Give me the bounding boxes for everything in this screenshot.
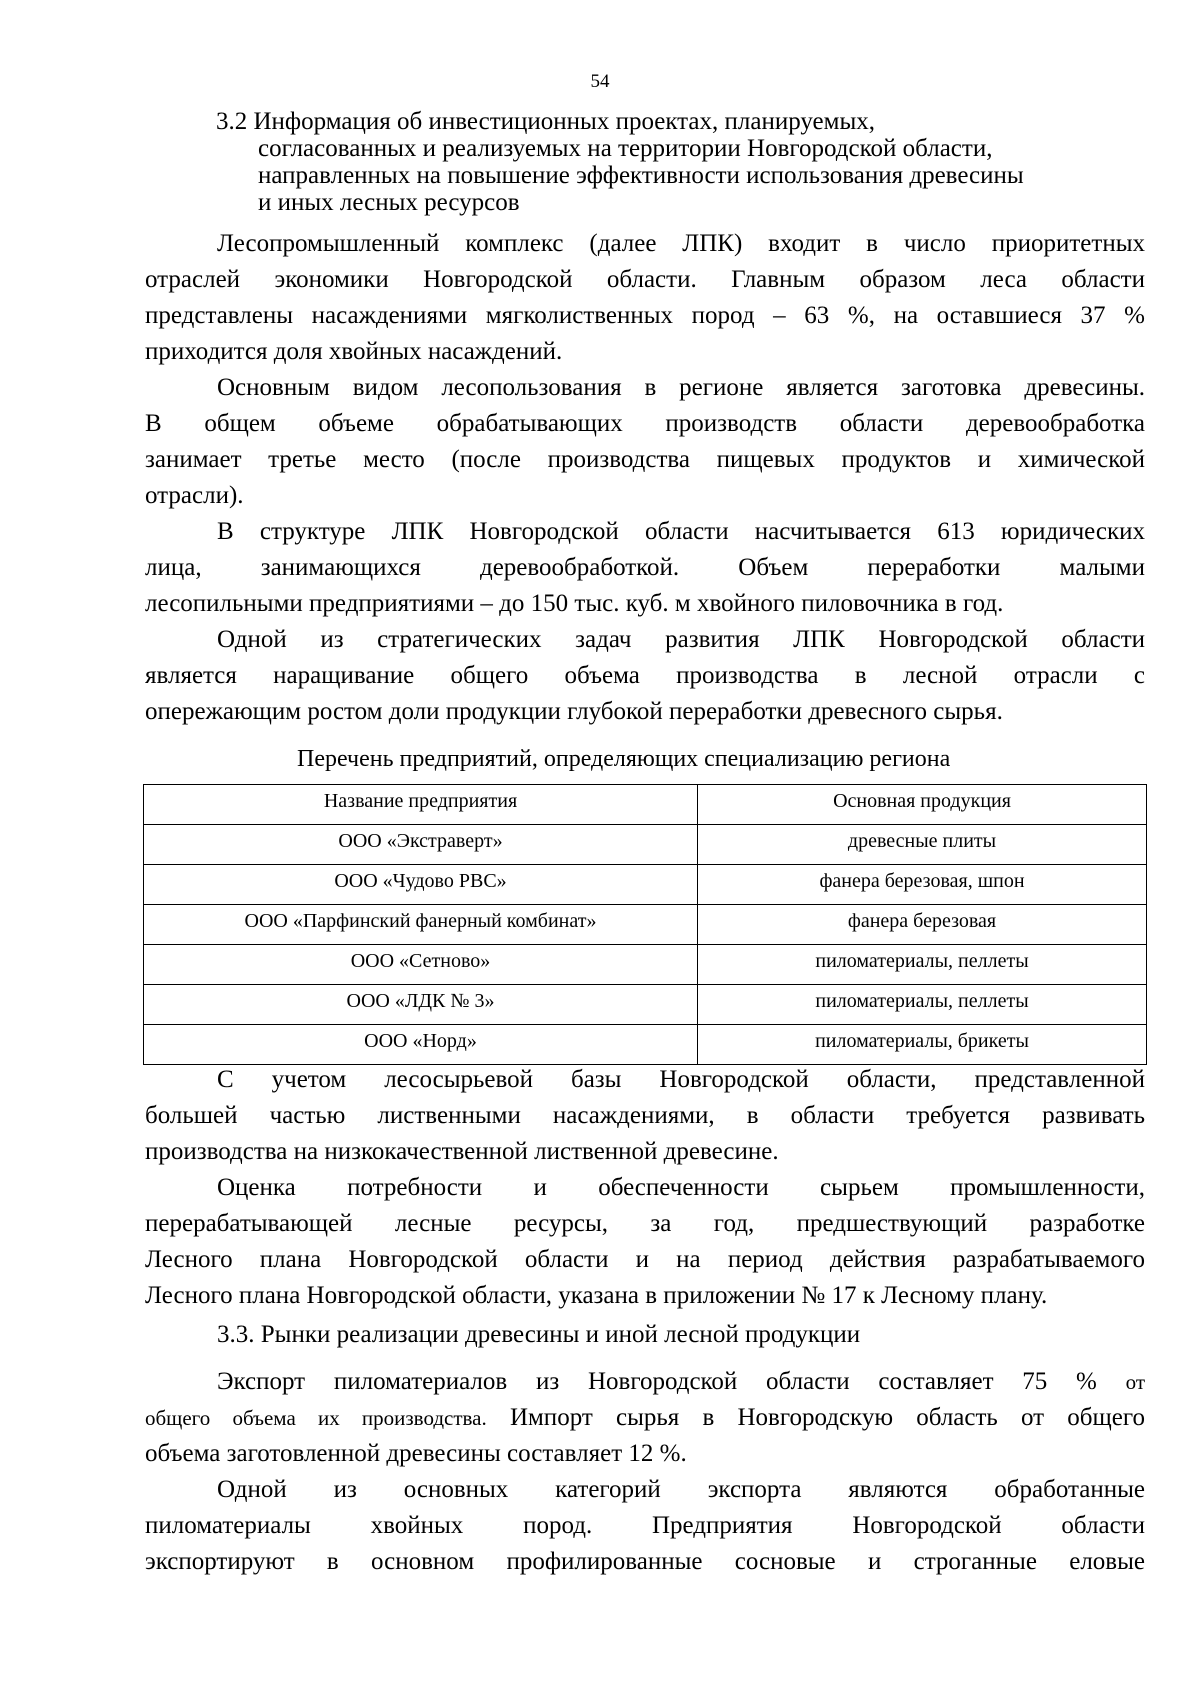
heading-line: согласованных и реализуемых на территории Новгородской области, <box>258 135 993 162</box>
table-row <box>144 945 1147 985</box>
column-header-product: Основная продукция <box>698 785 1147 825</box>
table-cell-enterprise: ООО «ЛДК № 3» <box>144 985 698 1025</box>
text-line: перерабатывающей лесные ресурсы, за год, предшествующий разработке <box>145 1210 1145 1237</box>
text-line: отрасли). <box>145 482 244 509</box>
section-heading-3-3: 3.3. Рынки реализации древесины и иной лесной продукции <box>217 1321 861 1348</box>
text-line: Оценка потребности и обеспеченности сырьем промышленности, <box>217 1174 1145 1201</box>
text-line: производства на низкокачественной лиственной древесине. <box>145 1138 779 1165</box>
text-line: лица, занимающихся деревообработкой. Объем переработки малыми <box>145 554 1145 581</box>
text-line: приходится доля хвойных насаждений. <box>145 338 563 365</box>
table-header-row <box>144 785 1147 825</box>
table-caption: Перечень предприятий, определяющих специализацию региона <box>297 746 951 772</box>
text-line: Лесопромышленный комплекс (далее ЛПК) входит в число приоритетных <box>217 230 1145 257</box>
table-row <box>144 985 1147 1025</box>
table-row <box>144 825 1147 865</box>
text-line: опережающим ростом доли продукции глубокой переработки древесного сырья. <box>145 698 1003 725</box>
text-line: большей частью лиственными насаждениями, в области требуется развивать <box>145 1102 1145 1129</box>
page-number: 54 <box>590 71 610 92</box>
text-line <box>145 1364 1145 1400</box>
paragraph-forest-use <box>145 370 1145 514</box>
text-line: В структуре ЛПК Новгородской области насчитывается 613 юридических <box>217 518 1145 545</box>
text-line: объема заготовленной древесины составляет 12 %. <box>145 1440 687 1467</box>
table-row <box>144 905 1147 945</box>
text-line: С учетом лесосырьевой базы Новгородской области, представленной <box>217 1066 1145 1093</box>
table-cell-product: пиломатериалы, брикеты <box>698 1025 1147 1065</box>
heading-line: и иных лесных ресурсов <box>258 189 520 216</box>
column-header-enterprise: Название предприятия <box>144 785 698 825</box>
table-cell-enterprise: ООО «Чудово РВС» <box>144 865 698 905</box>
text-fragment: общего объема их производства. <box>145 1406 487 1430</box>
table-cell-enterprise: ООО «Экстраверт» <box>144 825 698 865</box>
table-cell-product: пиломатериалы, пеллеты <box>698 985 1147 1025</box>
table-cell-product: древесные плиты <box>698 825 1147 865</box>
text-fragment: от <box>1125 1370 1146 1394</box>
table-row <box>144 1025 1147 1065</box>
table-cell-enterprise: ООО «Норд» <box>144 1025 698 1065</box>
paragraph-export-import <box>145 1364 1145 1472</box>
text-line: Лесного плана Новгородской области и на период действия разрабатываемого <box>145 1246 1145 1273</box>
text-fragment: Импорт сырья в Новгородскую область от общего <box>509 1404 1145 1431</box>
table-cell-enterprise: ООО «Сетново» <box>144 945 698 985</box>
heading-line: 3.2 Информация об инвестиционных проектах, планируемых, <box>216 108 876 135</box>
paragraph-lpk-structure <box>145 514 1145 622</box>
table-cell-enterprise: ООО «Парфинский фанерный комбинат» <box>144 905 698 945</box>
paragraph-export-categories <box>145 1472 1145 1580</box>
paragraph-raw-material-base <box>145 1062 1145 1170</box>
paragraph-strategic-tasks <box>145 622 1145 730</box>
text-line: представлены насаждениями мягколиственных пород – 63 %, на оставшиеся 37 % <box>145 302 1145 329</box>
heading-line: направленных на повышение эффективности использования древесины <box>258 162 1024 189</box>
section-heading-3-2 <box>216 108 1146 216</box>
text-line: является наращивание общего объема производства в лесной отрасли с <box>145 662 1145 689</box>
text-line: лесопильными предприятиями – до 150 тыс. куб. м хвойного пиловочника в год. <box>145 590 1004 617</box>
text-line: экспортируют в основном профилированные сосновые и строганные еловые <box>145 1548 1145 1575</box>
table-cell-product: пиломатериалы, пеллеты <box>698 945 1147 985</box>
enterprises-table <box>143 784 1147 1065</box>
table-row <box>144 865 1147 905</box>
text-line: Одной из стратегических задач развития ЛПК Новгородской области <box>217 626 1145 653</box>
paragraph-demand-assessment <box>145 1170 1145 1314</box>
table-cell-product: фанера березовая, шпон <box>698 865 1147 905</box>
text-line <box>145 1400 1145 1436</box>
text-line: Основным видом лесопользования в регионе является заготовка древесины. <box>217 374 1145 401</box>
paragraph-lpk-intro <box>145 226 1145 370</box>
text-line: Лесного плана Новгородской области, указана в приложении № 17 к Лесному плану. <box>145 1282 1048 1309</box>
text-fragment: Экспорт пиломатериалов из Новгородской области составляет 75 % <box>217 1368 1097 1395</box>
text-line: пиломатериалы хвойных пород. Предприятия Новгородской области <box>145 1512 1145 1539</box>
table-cell-product: фанера березовая <box>698 905 1147 945</box>
text-line: занимает третье место (после производства пищевых продуктов и химической <box>145 446 1145 473</box>
text-line: В общем объеме обрабатывающих производств области деревообработка <box>145 410 1145 437</box>
text-line: Одной из основных категорий экспорта являются обработанные <box>217 1476 1145 1503</box>
text-line: отраслей экономики Новгородской области. Главным образом леса области <box>145 266 1145 293</box>
